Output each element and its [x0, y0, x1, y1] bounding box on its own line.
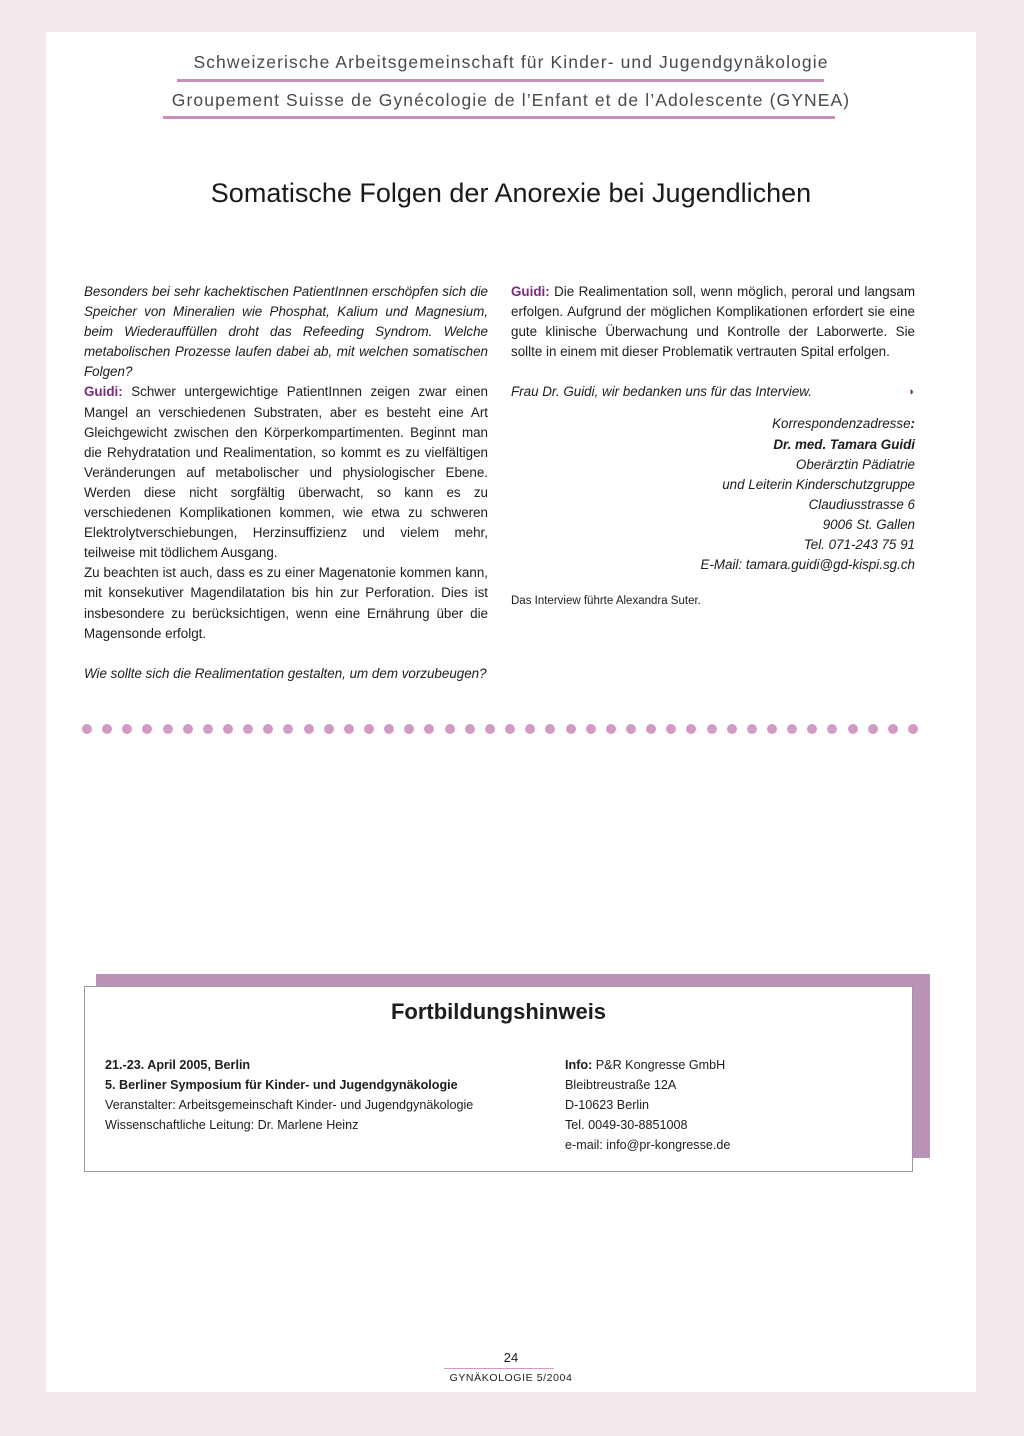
divider-dot [767, 724, 777, 734]
divider-dot [263, 724, 273, 734]
notice-title: Fortbildungshinweis [390, 999, 607, 1024]
divider-dot [908, 724, 918, 734]
divider-dot [203, 724, 213, 734]
address-street: Claudiusstrasse 6 [808, 496, 915, 512]
correspondence-address [511, 414, 915, 575]
notice-organizer: Veranstalter: Arbeitsgemeinschaft Kinder- und Jugendgynäkologie [105, 1098, 474, 1112]
divider-dot [646, 724, 656, 734]
divider-dot [223, 724, 233, 734]
page [46, 32, 976, 1392]
notice-info-label: Info: [565, 1058, 593, 1072]
divider-dot [566, 724, 576, 734]
divider-dot [787, 724, 797, 734]
address-email: E-Mail: tamara.guidi@gd-kispi.sg.ch [700, 557, 915, 573]
header-rule-2 [163, 116, 835, 119]
dotted-divider [82, 724, 918, 738]
divider-dot [868, 724, 878, 734]
address-tel: Tel. 071-243 75 91 [803, 537, 915, 553]
notice-city: D-10623 Berlin [565, 1098, 650, 1112]
divider-dot [364, 724, 374, 734]
journal-name: GYNÄKOLOGIE 5/2004 [449, 1372, 573, 1384]
footer-rule [444, 1368, 554, 1369]
article-title: Somatische Folgen der Anorexie bei Jugendlichen [210, 178, 812, 208]
notice-street: Bleibtreustraße 12A [565, 1078, 677, 1092]
address-city: 9006 St. Gallen [822, 516, 915, 532]
end-mark-icon: ◗ [908, 386, 915, 399]
divider-dot [324, 724, 334, 734]
divider-dot [163, 724, 173, 734]
notice-event: 5. Berliner Symposium für Kinder- und Jugendgynäkologie [105, 1078, 458, 1092]
notice-date: 21.-23. April 2005, Berlin [105, 1058, 251, 1072]
speaker-label: Guidi: [511, 284, 550, 299]
right-column [511, 282, 915, 611]
page-number: 24 [503, 1350, 519, 1365]
header-rule-1 [177, 79, 824, 82]
divider-dot [445, 724, 455, 734]
question-2: Wie sollte sich die Realimentation gestalten, um dem vorzubeugen? [84, 665, 487, 681]
answer-2 [511, 282, 915, 362]
notice-lead: Wissenschaftliche Leitung: Dr. Marlene Heinz [105, 1118, 359, 1132]
address-colon: : [910, 416, 915, 432]
answer-2-text: Die Realimentation soll, wenn möglich, peroral und langsam erfolgen. Aufgrund der möglichen Komplikationen erfordert sie eine gute klinische Überwachung und Kontrolle der Laborwerte. Sie sollte in einem mit dieser Problematik vertrauten Spital erfolgen. [511, 284, 915, 360]
divider-dot [807, 724, 817, 734]
divider-dot [404, 724, 414, 734]
divider-dot [465, 724, 475, 734]
notice-left-column [105, 1055, 525, 1135]
divider-dot [686, 724, 696, 734]
spacer [84, 644, 488, 664]
question-1: Besonders bei sehr kachektischen PatientInnen erschöpfen sich die Speicher von Mineralien wie Phosphat, Kalium und Magnesium, beim Wiederauffüllen droht das Refeeding Syndrom. Welche metabolischen Prozesse laufen dabei ab, mit welchen somatischen Folgen? [84, 284, 488, 380]
thanks-text: Frau Dr. Guidi, wir bedanken uns für das Interview. [511, 384, 812, 400]
divider-dot [102, 724, 112, 734]
divider-dot [142, 724, 152, 734]
divider-dot [304, 724, 314, 734]
speaker-label: Guidi: [84, 384, 123, 400]
thanks-line [511, 382, 915, 402]
answer-1-text: Schwer untergewichtige PatientInnen zeigen zwar einen Mangel an verschiedenen Substraten, aber es besteht eine Art Gleichgewicht zwischen den Körperkompartimenten. Beginnt man die Rehydratation und Realimentation, so kommt es zu vielfältigen Veränderungen auf metabolischer und physiologischer Ebene. Werden diese nicht sorgfältig überwacht, so kann es zu verschiedenen Komplikationen kommen, wie etwa zu schweren Elektrolytverschiebungen, Herzinsuffizienz und vielem mehr, teilweise mit tödlichem Ausgang. [84, 384, 488, 561]
address-label-line [511, 414, 915, 434]
divider-dot [344, 724, 354, 734]
divider-dot [707, 724, 717, 734]
notice-right-column [565, 1055, 895, 1155]
notice-box [84, 986, 913, 1172]
address-role-1: Oberärztin Pädiatrie [795, 456, 915, 472]
left-column [84, 282, 488, 684]
header-line-1: Schweizerische Arbeitsgemeinschaft für Kinder- und Jugendgynäkologie [193, 52, 829, 72]
address-name: Dr. med. Tamara Guidi [773, 436, 915, 452]
notice-info-line [565, 1055, 895, 1075]
interviewer-credit: Das Interview führte Alexandra Suter. [511, 595, 701, 608]
divider-dot [183, 724, 193, 734]
divider-dot [283, 724, 293, 734]
divider-dot [888, 724, 898, 734]
divider-dot [626, 724, 636, 734]
address-label: Korrespondenzadresse [772, 416, 911, 432]
divider-dot [485, 724, 495, 734]
divider-dot [82, 724, 92, 734]
divider-dot [727, 724, 737, 734]
divider-dot [586, 724, 596, 734]
notice-tel: Tel. 0049-30-8851008 [565, 1118, 688, 1132]
divider-dot [505, 724, 515, 734]
answer-1-continued: Zu beachten ist auch, dass es zu einer Magenatonie kommen kann, mit konsekutiver Magendilatation bis hin zur Perforation. Dies ist insbesondere zu berücksichtigen, wenn eine Ernährung über die Magensonde erfolgt. [84, 565, 488, 641]
divider-dot [525, 724, 535, 734]
divider-dot [747, 724, 757, 734]
header-line-2: Groupement Suisse de Gynécologie de l’Enfant et de l’Adolescente (GYNEA) [171, 90, 851, 110]
divider-dot [545, 724, 555, 734]
divider-dot [243, 724, 253, 734]
divider-dot [384, 724, 394, 734]
divider-dot [666, 724, 676, 734]
notice-info-company: P&R Kongresse GmbH [592, 1058, 726, 1072]
divider-dot [424, 724, 434, 734]
notice-email-link[interactable]: e-mail: info@pr-kongresse.de [565, 1138, 731, 1152]
divider-dot [848, 724, 858, 734]
spacer [511, 362, 915, 382]
address-role-2: und Leiterin Kinderschutzgruppe [722, 476, 915, 492]
divider-dot [606, 724, 616, 734]
divider-dot [827, 724, 837, 734]
divider-dot [122, 724, 132, 734]
answer-1 [84, 382, 488, 563]
